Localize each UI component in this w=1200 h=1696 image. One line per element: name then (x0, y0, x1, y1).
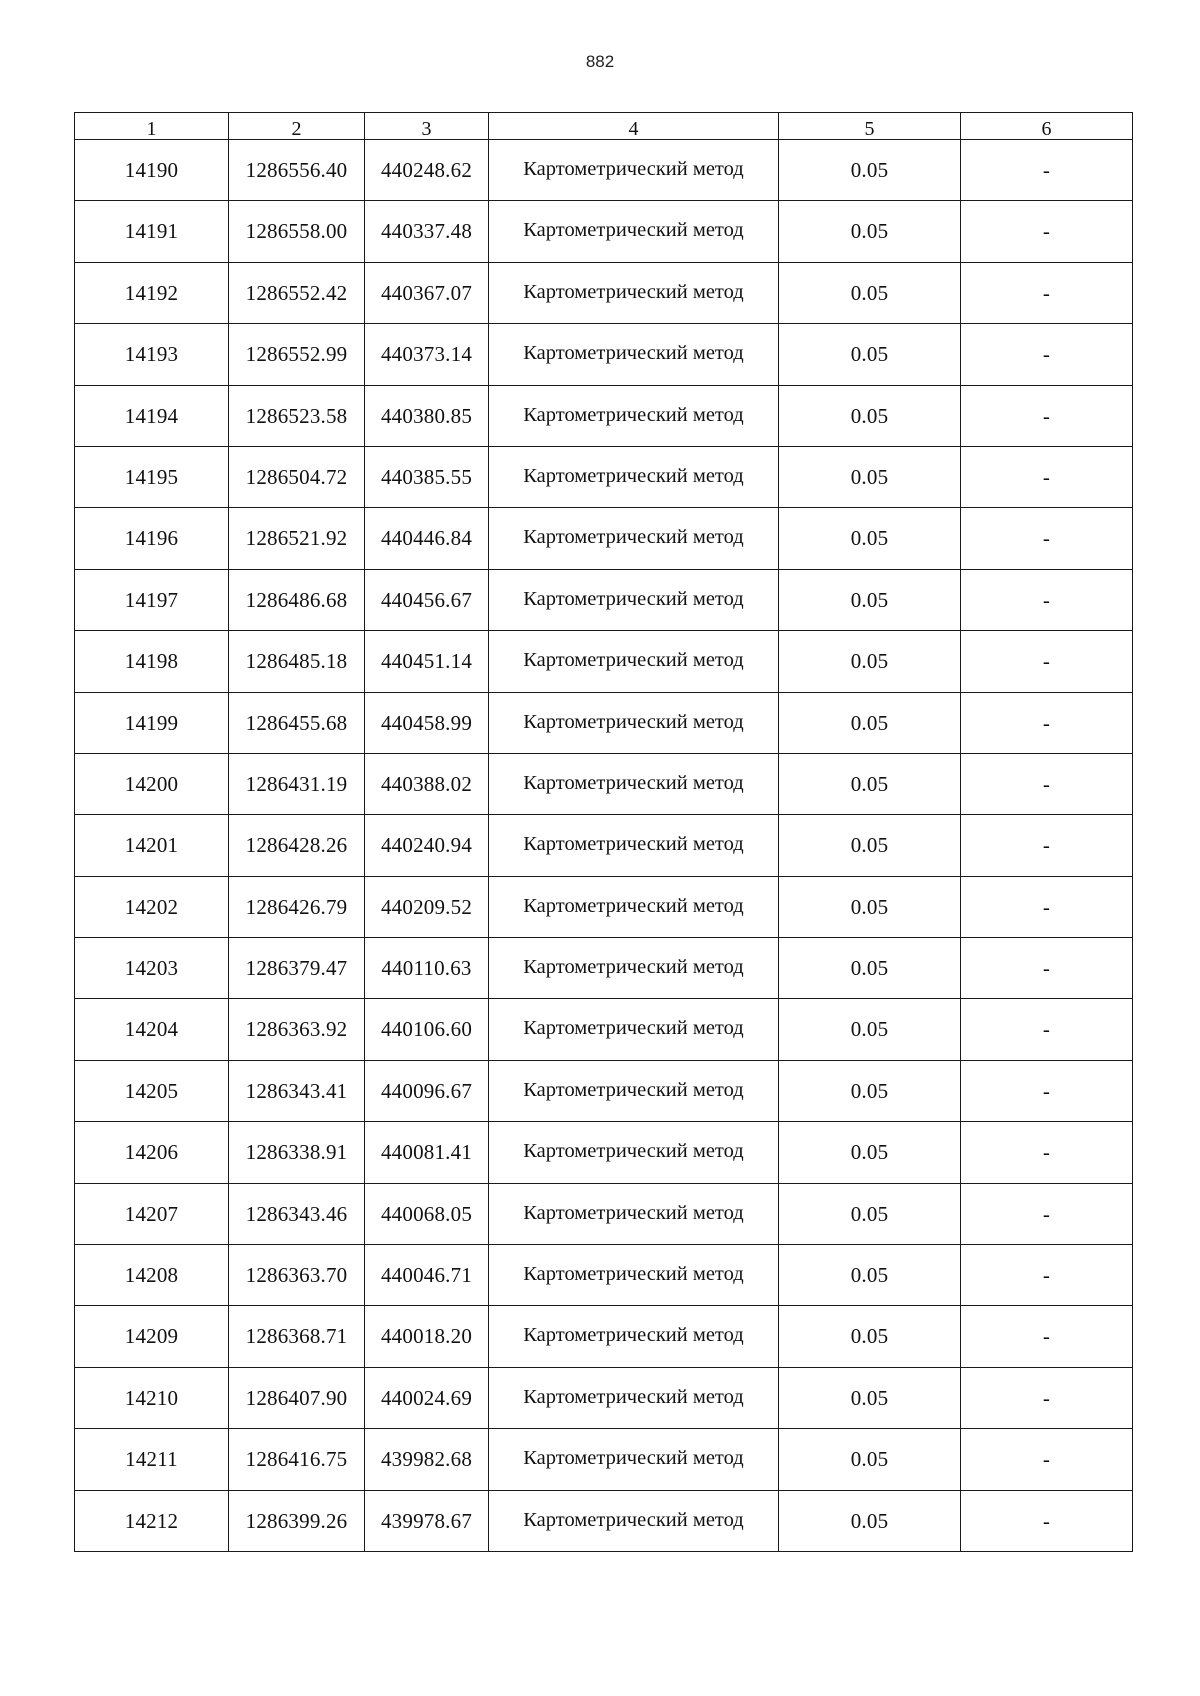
x-coordinate-cell: 1286485.18 (229, 631, 365, 692)
method-cell: Картометрический метод (489, 1060, 779, 1121)
y-coordinate-cell: 440451.14 (365, 631, 489, 692)
point-number-cell: 14204 (75, 999, 229, 1060)
x-coordinate-cell: 1286552.42 (229, 262, 365, 323)
table-body (75, 140, 1133, 1552)
y-coordinate-cell: 439978.67 (365, 1490, 489, 1551)
table-row (75, 1122, 1133, 1183)
method-cell: Картометрический метод (489, 999, 779, 1060)
point-number-cell: 14209 (75, 1306, 229, 1367)
y-coordinate-cell: 440388.02 (365, 753, 489, 814)
y-coordinate-cell: 440367.07 (365, 262, 489, 323)
table-row (75, 262, 1133, 323)
point-number-cell: 14206 (75, 1122, 229, 1183)
column-header-1: 1 (75, 113, 229, 140)
table-row (75, 446, 1133, 507)
point-number-cell: 14192 (75, 262, 229, 323)
accuracy-cell: 0.05 (779, 938, 961, 999)
method-cell: Картометрический метод (489, 201, 779, 262)
y-coordinate-cell: 440458.99 (365, 692, 489, 753)
point-number-cell: 14199 (75, 692, 229, 753)
column-header-2: 2 (229, 113, 365, 140)
y-coordinate-cell: 440248.62 (365, 140, 489, 201)
x-coordinate-cell: 1286399.26 (229, 1490, 365, 1551)
note-cell: - (961, 385, 1133, 446)
x-coordinate-cell: 1286521.92 (229, 508, 365, 569)
method-cell: Картометрический метод (489, 753, 779, 814)
accuracy-cell: 0.05 (779, 262, 961, 323)
table-row (75, 1183, 1133, 1244)
point-number-cell: 14200 (75, 753, 229, 814)
table-row (75, 631, 1133, 692)
point-number-cell: 14210 (75, 1367, 229, 1428)
note-cell: - (961, 262, 1133, 323)
table-row (75, 201, 1133, 262)
y-coordinate-cell: 440337.48 (365, 201, 489, 262)
accuracy-cell: 0.05 (779, 1183, 961, 1244)
accuracy-cell: 0.05 (779, 140, 961, 201)
table-row (75, 876, 1133, 937)
note-cell: - (961, 201, 1133, 262)
table-row (75, 815, 1133, 876)
accuracy-cell: 0.05 (779, 324, 961, 385)
x-coordinate-cell: 1286368.71 (229, 1306, 365, 1367)
table-row (75, 569, 1133, 630)
note-cell: - (961, 1429, 1133, 1490)
method-cell: Картометрический метод (489, 262, 779, 323)
x-coordinate-cell: 1286343.46 (229, 1183, 365, 1244)
table-row (75, 692, 1133, 753)
method-cell: Картометрический метод (489, 876, 779, 937)
method-cell: Картометрический метод (489, 815, 779, 876)
note-cell: - (961, 1245, 1133, 1306)
note-cell: - (961, 692, 1133, 753)
method-cell: Картометрический метод (489, 1429, 779, 1490)
note-cell: - (961, 1183, 1133, 1244)
column-header-3: 3 (365, 113, 489, 140)
table-row (75, 1490, 1133, 1551)
point-number-cell: 14195 (75, 446, 229, 507)
point-number-cell: 14190 (75, 140, 229, 201)
note-cell: - (961, 140, 1133, 201)
y-coordinate-cell: 439982.68 (365, 1429, 489, 1490)
method-cell: Картометрический метод (489, 1245, 779, 1306)
point-number-cell: 14203 (75, 938, 229, 999)
accuracy-cell: 0.05 (779, 1245, 961, 1306)
table-row (75, 1429, 1133, 1490)
table-row (75, 1306, 1133, 1367)
point-number-cell: 14194 (75, 385, 229, 446)
table-row (75, 1367, 1133, 1428)
y-coordinate-cell: 440446.84 (365, 508, 489, 569)
x-coordinate-cell: 1286343.41 (229, 1060, 365, 1121)
accuracy-cell: 0.05 (779, 569, 961, 630)
y-coordinate-cell: 440240.94 (365, 815, 489, 876)
note-cell: - (961, 324, 1133, 385)
header-row (75, 113, 1133, 140)
point-number-cell: 14212 (75, 1490, 229, 1551)
x-coordinate-cell: 1286407.90 (229, 1367, 365, 1428)
x-coordinate-cell: 1286504.72 (229, 446, 365, 507)
y-coordinate-cell: 440046.71 (365, 1245, 489, 1306)
x-coordinate-cell: 1286428.26 (229, 815, 365, 876)
accuracy-cell: 0.05 (779, 1122, 961, 1183)
method-cell: Картометрический метод (489, 385, 779, 446)
accuracy-cell: 0.05 (779, 1429, 961, 1490)
y-coordinate-cell: 440373.14 (365, 324, 489, 385)
note-cell: - (961, 815, 1133, 876)
table-row (75, 1245, 1133, 1306)
accuracy-cell: 0.05 (779, 815, 961, 876)
x-coordinate-cell: 1286556.40 (229, 140, 365, 201)
method-cell: Картометрический метод (489, 1367, 779, 1428)
point-number-cell: 14202 (75, 876, 229, 937)
accuracy-cell: 0.05 (779, 446, 961, 507)
method-cell: Картометрический метод (489, 938, 779, 999)
note-cell: - (961, 1490, 1133, 1551)
accuracy-cell: 0.05 (779, 1060, 961, 1121)
x-coordinate-cell: 1286431.19 (229, 753, 365, 814)
column-header-4: 4 (489, 113, 779, 140)
note-cell: - (961, 1367, 1133, 1428)
note-cell: - (961, 569, 1133, 630)
accuracy-cell: 0.05 (779, 1306, 961, 1367)
table-row (75, 1060, 1133, 1121)
method-cell: Картометрический метод (489, 1183, 779, 1244)
point-number-cell: 14193 (75, 324, 229, 385)
x-coordinate-cell: 1286338.91 (229, 1122, 365, 1183)
point-number-cell: 14196 (75, 508, 229, 569)
table-row (75, 508, 1133, 569)
accuracy-cell: 0.05 (779, 508, 961, 569)
note-cell: - (961, 631, 1133, 692)
table-row (75, 324, 1133, 385)
method-cell: Картометрический метод (489, 446, 779, 507)
accuracy-cell: 0.05 (779, 999, 961, 1060)
point-number-cell: 14207 (75, 1183, 229, 1244)
method-cell: Картометрический метод (489, 1122, 779, 1183)
accuracy-cell: 0.05 (779, 201, 961, 262)
note-cell: - (961, 1306, 1133, 1367)
y-coordinate-cell: 440096.67 (365, 1060, 489, 1121)
method-cell: Картометрический метод (489, 1306, 779, 1367)
point-number-cell: 14198 (75, 631, 229, 692)
accuracy-cell: 0.05 (779, 385, 961, 446)
note-cell: - (961, 1060, 1133, 1121)
accuracy-cell: 0.05 (779, 876, 961, 937)
method-cell: Картометрический метод (489, 508, 779, 569)
y-coordinate-cell: 440024.69 (365, 1367, 489, 1428)
point-number-cell: 14197 (75, 569, 229, 630)
table-row (75, 140, 1133, 201)
point-number-cell: 14211 (75, 1429, 229, 1490)
method-cell: Картометрический метод (489, 569, 779, 630)
x-coordinate-cell: 1286363.70 (229, 1245, 365, 1306)
point-number-cell: 14191 (75, 201, 229, 262)
accuracy-cell: 0.05 (779, 692, 961, 753)
method-cell: Картометрический метод (489, 1490, 779, 1551)
page-number: 882 (585, 52, 615, 71)
table-row (75, 385, 1133, 446)
y-coordinate-cell: 440209.52 (365, 876, 489, 937)
accuracy-cell: 0.05 (779, 1490, 961, 1551)
y-coordinate-cell: 440456.67 (365, 569, 489, 630)
method-cell: Картометрический метод (489, 324, 779, 385)
point-number-cell: 14208 (75, 1245, 229, 1306)
y-coordinate-cell: 440018.20 (365, 1306, 489, 1367)
note-cell: - (961, 1122, 1133, 1183)
y-coordinate-cell: 440106.60 (365, 999, 489, 1060)
note-cell: - (961, 876, 1133, 937)
y-coordinate-cell: 440380.85 (365, 385, 489, 446)
accuracy-cell: 0.05 (779, 1367, 961, 1428)
column-header-5: 5 (779, 113, 961, 140)
x-coordinate-cell: 1286455.68 (229, 692, 365, 753)
y-coordinate-cell: 440385.55 (365, 446, 489, 507)
point-number-cell: 14201 (75, 815, 229, 876)
table-row (75, 753, 1133, 814)
y-coordinate-cell: 440110.63 (365, 938, 489, 999)
coordinates-table (74, 112, 1133, 1552)
note-cell: - (961, 753, 1133, 814)
method-cell: Картометрический метод (489, 631, 779, 692)
y-coordinate-cell: 440081.41 (365, 1122, 489, 1183)
method-cell: Картометрический метод (489, 692, 779, 753)
x-coordinate-cell: 1286363.92 (229, 999, 365, 1060)
note-cell: - (961, 999, 1133, 1060)
table-row (75, 938, 1133, 999)
x-coordinate-cell: 1286379.47 (229, 938, 365, 999)
x-coordinate-cell: 1286558.00 (229, 201, 365, 262)
x-coordinate-cell: 1286486.68 (229, 569, 365, 630)
accuracy-cell: 0.05 (779, 631, 961, 692)
method-cell: Картометрический метод (489, 140, 779, 201)
x-coordinate-cell: 1286416.75 (229, 1429, 365, 1490)
accuracy-cell: 0.05 (779, 753, 961, 814)
x-coordinate-cell: 1286426.79 (229, 876, 365, 937)
note-cell: - (961, 938, 1133, 999)
x-coordinate-cell: 1286552.99 (229, 324, 365, 385)
point-number-cell: 14205 (75, 1060, 229, 1121)
note-cell: - (961, 508, 1133, 569)
column-header-6: 6 (961, 113, 1133, 140)
x-coordinate-cell: 1286523.58 (229, 385, 365, 446)
y-coordinate-cell: 440068.05 (365, 1183, 489, 1244)
table-row (75, 999, 1133, 1060)
note-cell: - (961, 446, 1133, 507)
